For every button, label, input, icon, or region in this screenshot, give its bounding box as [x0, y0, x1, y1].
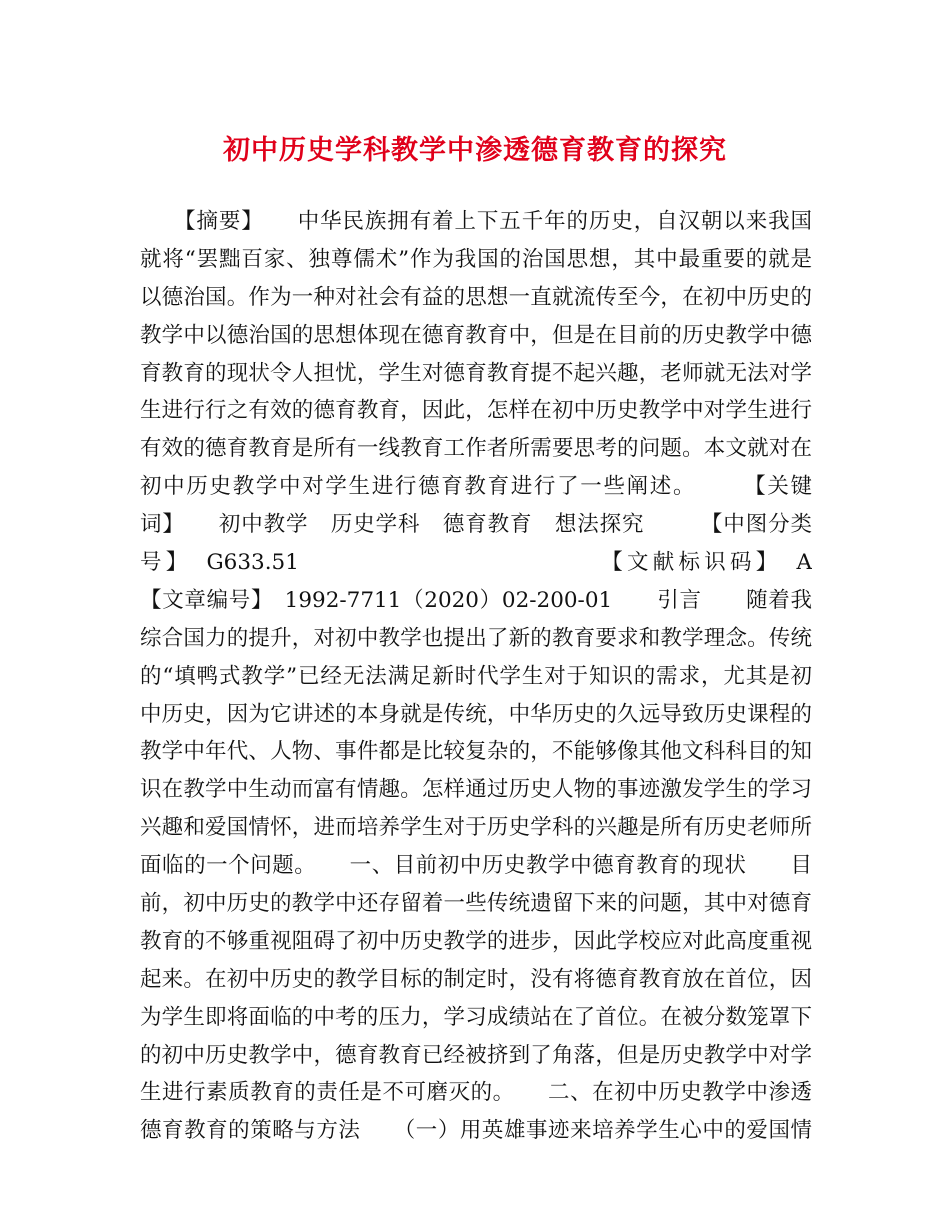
- body-line: 有效的德育教育是所有一线教育工作者所需要思考的问题。本文就对在: [140, 436, 812, 462]
- body-line: 以德治国。作为一种对社会有益的思想一直就流传至今，在初中历史的: [140, 284, 812, 310]
- body-line: 教学中年代、人物、事件都是比较复杂的，不能够像其他文科科目的知: [140, 739, 812, 765]
- document-title: 初中历史学科教学中渗透德育教育的探究: [223, 135, 727, 166]
- body-line: 的初中历史教学中，德育教育已经被挤到了角落，但是历史教学中对学: [140, 1042, 812, 1068]
- body-line: 的“填鸭式教学”已经无法满足新时代学生对于知识的需求，尤其是初: [140, 663, 812, 689]
- body-line: 生进行素质教育的责任是不可磨灭的。 二、在初中历史教学中渗透: [140, 1080, 812, 1106]
- body-line: 面临的一个问题。 一、目前初中历史教学中德育教育的现状 目: [140, 853, 812, 879]
- body-line: 中历史，因为它讲述的本身就是传统，中华历史的久远导致历史课程的: [140, 701, 812, 727]
- body-line: 育教育的现状令人担忧，学生对德育教育提不起兴趣，老师就无法对学: [140, 360, 812, 386]
- body-line: 号】 G633.51 【文献标识码】 A: [140, 550, 812, 576]
- body-line: 识在教学中生动而富有情趣。怎样通过历史人物的事迹激发学生的学习: [140, 777, 812, 803]
- body-line: 前，初中历史的教学中还存留着一些传统遗留下来的问题，其中对德育: [140, 891, 812, 917]
- body-line: 兴趣和爱国情怀，进而培养学生对于历史学科的兴趣是所有历史老师所: [140, 815, 812, 841]
- body-line: 词】 初中教学 历史学科 德育教育 想法探究 【中图分类: [140, 512, 812, 538]
- body-line: 教育的不够重视阻碍了初中历史教学的进步，因此学校应对此高度重视: [140, 928, 812, 954]
- body-line: 初中历史教学中对学生进行德育教育进行了一些阐述。 【关键: [140, 474, 812, 500]
- body-line: 德育教育的策略与方法 （一）用英雄事迹来培养学生心中的爱国情: [140, 1118, 812, 1144]
- body-line: 综合国力的提升，对初中教学也提出了新的教育要求和教学理念。传统: [140, 625, 812, 651]
- body-line: 就将“罢黜百家、独尊儒术”作为我国的治国思想，其中最重要的就是: [140, 246, 812, 272]
- body-line: 教学中以德治国的思想体现在德育教育中，但是在目前的历史教学中德: [140, 322, 812, 348]
- body-line: 【摘要】 中华民族拥有着上下五千年的历史，自汉朝以来我国: [140, 209, 812, 234]
- document-body: [140, 203, 812, 1150]
- body-line: 【文章编号】 1992-7711（2020）02-200-01 引言 随着我: [140, 587, 812, 613]
- body-line: 生进行行之有效的德育教育，因此，怎样在初中历史教学中对学生进行: [140, 398, 812, 424]
- body-line: 起来。在初中历史的教学目标的制定时，没有将德育教育放在首位，因: [140, 966, 812, 992]
- body-line: 为学生即将面临的中考的压力，学习成绩站在了首位。在被分数笼罩下: [140, 1004, 812, 1030]
